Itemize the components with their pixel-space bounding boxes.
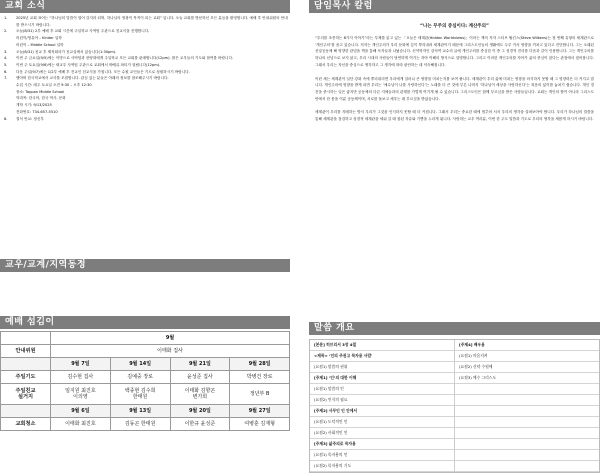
right-column bbox=[309, 0, 600, 130]
pray-cell: 윤성준 집사 bbox=[170, 371, 230, 384]
news-item bbox=[2, 82, 288, 89]
lunch-line: 변가희 bbox=[192, 394, 208, 400]
news-item bbox=[2, 95, 288, 102]
summary-row bbox=[455, 417, 599, 428]
clean-cell: 김동곤 한태원 bbox=[110, 418, 170, 431]
summary-row bbox=[455, 384, 599, 395]
pray-label: 주일기도 bbox=[1, 371, 51, 384]
news-item-text: 이번 주 토요일(9/6)에는 새교우 사역팀 주관으로 교회에서 바베큐 파티가 열립니다(12pm). bbox=[16, 62, 161, 67]
date-cell: 9월 28일 bbox=[230, 358, 290, 371]
date-cell: 9월 13일 bbox=[110, 405, 170, 418]
summary-section-title: 말씀 개요 bbox=[309, 322, 600, 335]
summary-box bbox=[309, 339, 600, 473]
lunch-line: 백종현 김수희 bbox=[124, 388, 156, 394]
lunch-cell bbox=[51, 384, 111, 405]
summary-row bbox=[455, 439, 599, 450]
clean-cell: 이한규 윤성준 bbox=[170, 418, 230, 431]
summary-row: (요점1) 마음지켜 bbox=[455, 351, 599, 362]
news-item bbox=[2, 42, 288, 49]
news-item bbox=[2, 116, 288, 123]
column-paragraph: “우리를 조종하는 8가지 이야기”라는 부제를 읽고 있는 「오늘은 세계관(Hidden Worldviews)」이라는 책의 저자 스티브 윌킨스(Steve Wilkens)는 첫 번째 유형의 세계관으로 ‘개인주의’를 꼽고 있습니다. 저자는 개인주의가 우리 문화에 깊이 뿌리내려 세계관이기 때문에 그리스도인들의 생활에도 두루 커서 영향을 끼치고 있다고 진단합니다. 그는 오래된 신앙공동체 해 영향한 관념을 책을 통해 독자들과 나눴습니다. 신약학자인 강석여 교수의 글에 개인주의를 중심한 이 중 그 성경적 진리를 다음과 같이 인용합니다. 그는 개인주의를 하나의 신념으로 보지 않고, 우리 시대의 사람들이 당연하게 여기는 자아 이해의 방식으로 설명합니다. 그리고 이러한 개인주의를 자아가 삶의 중심이 된다는 관점에서 짚어봅니다. 그래서 우리는 자신을 중심으로 생각하고 그 생각에 따라 판단하는 데 익숙해집니다. bbox=[315, 36, 594, 67]
news-item-text: 개학 시기: 9/13/2025 bbox=[16, 103, 52, 108]
news-item-number: 7. bbox=[4, 76, 8, 81]
news-item bbox=[2, 69, 288, 76]
date-cell: 9월 27일 bbox=[230, 405, 290, 418]
summary-row: <제목> ‘인의 주권고 목자용 사람' bbox=[310, 351, 454, 362]
summary-row bbox=[455, 395, 599, 406]
service-table bbox=[0, 331, 290, 431]
lunch-line: 정년부 B bbox=[249, 391, 270, 397]
summary-section bbox=[309, 322, 600, 473]
lunch-line: 이태화 김향곤 bbox=[184, 388, 216, 394]
news-item-text: 오늘(8/31) 친교 후 제직회의가 친교실에서 있습니다(1:30pm). bbox=[16, 49, 117, 54]
lunch-cell bbox=[230, 384, 290, 405]
summary-right-col bbox=[455, 340, 599, 472]
left-column bbox=[0, 0, 290, 431]
summary-left-col bbox=[310, 340, 455, 472]
date-cell: 9월 6일 bbox=[51, 405, 111, 418]
clean-cell: 이태화 최진호 bbox=[51, 418, 111, 431]
lunch-line: 이의영 bbox=[73, 394, 88, 400]
news-section-title: 교회 소식 bbox=[0, 0, 290, 13]
news-item-number: 1. bbox=[4, 16, 8, 20]
news-item bbox=[2, 89, 288, 96]
news-item bbox=[2, 102, 288, 109]
news-item-text: 학과목: 한국어, 한국 역사, 문화 bbox=[16, 96, 66, 101]
pray-cell: 박병건 장로 bbox=[230, 371, 290, 384]
summary-row: (요점3) 예수 그리스도 bbox=[455, 373, 599, 384]
guide-value: 이태화 집사 bbox=[51, 345, 290, 358]
news-item bbox=[2, 75, 288, 82]
summary-row: (요점2) 인식의 필요 bbox=[310, 395, 454, 406]
column-paragraph: 세계관이 우리를 지배하는 방식 우리가 그것을 인식하지 못할 때 더 커집니다. 그래서 우리는 중요한 때에 멈추어 서서 우리의 생각을 살펴보아야 합니다. 우리가 하나님의 말씀을 통해 세계관을 점검하고 성경적 세계관을 세워 갈 때 참된 자유와 기쁨을 누리게 됩니다. 사랑하는 교우 여러분, 이번 한 주도 말씀과 기도로 우리의 생각을 새롭게 하시기 바랍니다. bbox=[315, 110, 594, 122]
news-item-text: 다음 주일(9/7)에는 1/2부 예배 후 전교인 친교식을 가집니다. 모든 수원 교인들은 기도로 성원하시기 바랍니다. bbox=[16, 69, 190, 74]
news-list bbox=[0, 13, 290, 259]
clean-cell: 여병훈 김재형 bbox=[230, 418, 290, 431]
guide-label: 안내위원 bbox=[1, 345, 51, 358]
summary-row: (요점2) 신약 수원에 bbox=[455, 362, 599, 373]
news-item-number: 6. bbox=[4, 69, 8, 74]
column-body bbox=[309, 35, 600, 123]
news-item-text: 이번 주 금요일(9/5)에는 익명으로 사역팀과 찬양대에게 주일학교 모든 교회를 판매합니다(12pm). 많은 교우들의 기도와 참여를 바랍니다. bbox=[16, 56, 234, 61]
lunch-label bbox=[1, 384, 51, 405]
date-spacer bbox=[1, 405, 51, 418]
summary-row: [주제1] ‘인’의 대한 이해 bbox=[310, 373, 454, 384]
news-item-number: 4. bbox=[4, 56, 8, 61]
summary-row: (요점1) 목자용의 인 bbox=[310, 450, 454, 461]
news-item-text: 전화번호: 734-657-5510 bbox=[16, 109, 58, 114]
month-spacer bbox=[1, 332, 51, 345]
month-label: 9월 bbox=[51, 332, 290, 345]
prayer-section-title: 예배 섬김이 bbox=[0, 316, 290, 329]
news-item-text: 어린이/영유아 – Kinder 입학 bbox=[16, 36, 62, 41]
news-item bbox=[2, 55, 288, 62]
news-item-text: 오늘(8/31) 2부 예배 후 교회 시간에 주일학교 사역팀 주관으로 친교식을 진행합니다. bbox=[16, 29, 150, 34]
summary-row bbox=[455, 406, 599, 417]
lunch-cell bbox=[170, 384, 230, 405]
date-cell: 9월 21일 bbox=[170, 358, 230, 371]
date-cell: 9월 14일 bbox=[110, 358, 170, 371]
news-item-number: 2. bbox=[4, 29, 8, 34]
news-item bbox=[2, 28, 288, 35]
summary-row: (요점1) 말씀의 권위 bbox=[310, 362, 454, 373]
news-item-text: 수업 시간: 매주 토요일 오전 9:30 – 오후 12:30 bbox=[16, 83, 92, 88]
affairs-section-body bbox=[0, 272, 290, 316]
news-item-text: 장소: Tappan Middle School bbox=[16, 89, 65, 94]
date-spacer bbox=[1, 358, 51, 371]
pray-cell: 김수현 집사 bbox=[51, 371, 111, 384]
summary-row bbox=[455, 428, 599, 439]
summary-row: (요점1) 말씀의 인 bbox=[310, 384, 454, 395]
lunch-label-line2: 설거지 bbox=[17, 394, 34, 400]
news-item-number: 8. bbox=[4, 116, 8, 121]
summary-row: [주제2] 사무인 인 안에서 bbox=[310, 406, 454, 417]
news-item-number: 5. bbox=[4, 62, 8, 67]
news-item bbox=[2, 109, 288, 116]
news-item bbox=[2, 62, 288, 69]
pray-cell: 김예중 장로 bbox=[110, 371, 170, 384]
summary-grid bbox=[310, 340, 599, 472]
news-item-text: 결석 안교: 정신부 bbox=[16, 116, 44, 121]
summary-row bbox=[455, 450, 599, 461]
summary-row: [본문] 히브리서 3장 4절 bbox=[310, 340, 454, 351]
news-item bbox=[2, 49, 288, 56]
news-item-text: 2025년 교회 표어는 “하나님의 말씀이 열어 갈지라 되며, 하나님의 영광이 목적이 되는 교회” 입니다. 오늘 교회를 방문하신 모든 분들을 환영합니다. 예배 후 안내위원의 안내를 받으시기 바랍니다. bbox=[16, 16, 288, 27]
date-cell: 9월 20일 bbox=[170, 405, 230, 418]
date-cell: 9월 7일 bbox=[51, 358, 111, 371]
affairs-section-title: 교우/교계/지역동정 bbox=[0, 259, 290, 272]
lunch-line: 한태원 bbox=[132, 394, 148, 400]
summary-row: (요점2) 사회적인 인 bbox=[310, 428, 454, 439]
clean-label: 교회청소 bbox=[1, 418, 51, 431]
column-subtitle: “나는 무주의 증심이다: 계산주의” bbox=[420, 24, 489, 29]
service-table-wrap bbox=[0, 329, 290, 431]
news-item bbox=[2, 35, 288, 42]
news-item-text: 앤아버 한국학교에서 교사를 모집합니다. 관심 있는 분들은 아래의 정보를 참조해주시기 바랍니다. bbox=[16, 76, 169, 81]
news-item bbox=[2, 15, 288, 28]
summary-row: [주제4] 배우용 bbox=[455, 340, 599, 351]
lunch-cell bbox=[110, 384, 170, 405]
lunch-line: 임지원 최진호 bbox=[65, 388, 96, 394]
lunch-label-line1: 주일친교 bbox=[15, 388, 36, 394]
summary-row: [주제3] 삶주의로 목자용 bbox=[310, 439, 454, 450]
summary-row: (요점2) 목자용의 기도 bbox=[310, 461, 454, 472]
news-item-number: 3. bbox=[4, 49, 8, 54]
news-item-text: 어린이 – Middle School 입학 bbox=[16, 42, 64, 47]
column-section-title: 담임목사 칼럼 bbox=[309, 0, 600, 13]
column-paragraph: 이런 세는 세계관이 일단 강화 속에 뿌리내리면 우리에게 얼마나 큰 영향을 미치는지를 보여 줍니다. 세계관이 우리 삶에 미치는 영향을 의식하지 못할 때 그 영향력은 더 커지고 맙니다. 개인주의에 영향을 받게 되면 우리는 ‘예수님이 나를 사랑하신다’는 노래를 더 큰 것에 부른 나머지 ‘하나님이 세상을 사랑하신다’는 복음의 넓이를 놓치기 쉽습니다. 개인 경건을 중시하는 일은 좋지만 공동체의 다른 지체들과의 관계를 가볍게 여기게 될 수 있습니다. 그리스도인은 함께 부르심을 받은 사람들입니다. 교회는 개인의 합이 아니라 그리스도 안에서 한 몸을 이룬 공동체이며, 서로를 돌보고 세우는 데 부르심을 받았습니다. bbox=[315, 76, 594, 101]
summary-row: (요점1) 도덕적인 인 bbox=[310, 417, 454, 428]
